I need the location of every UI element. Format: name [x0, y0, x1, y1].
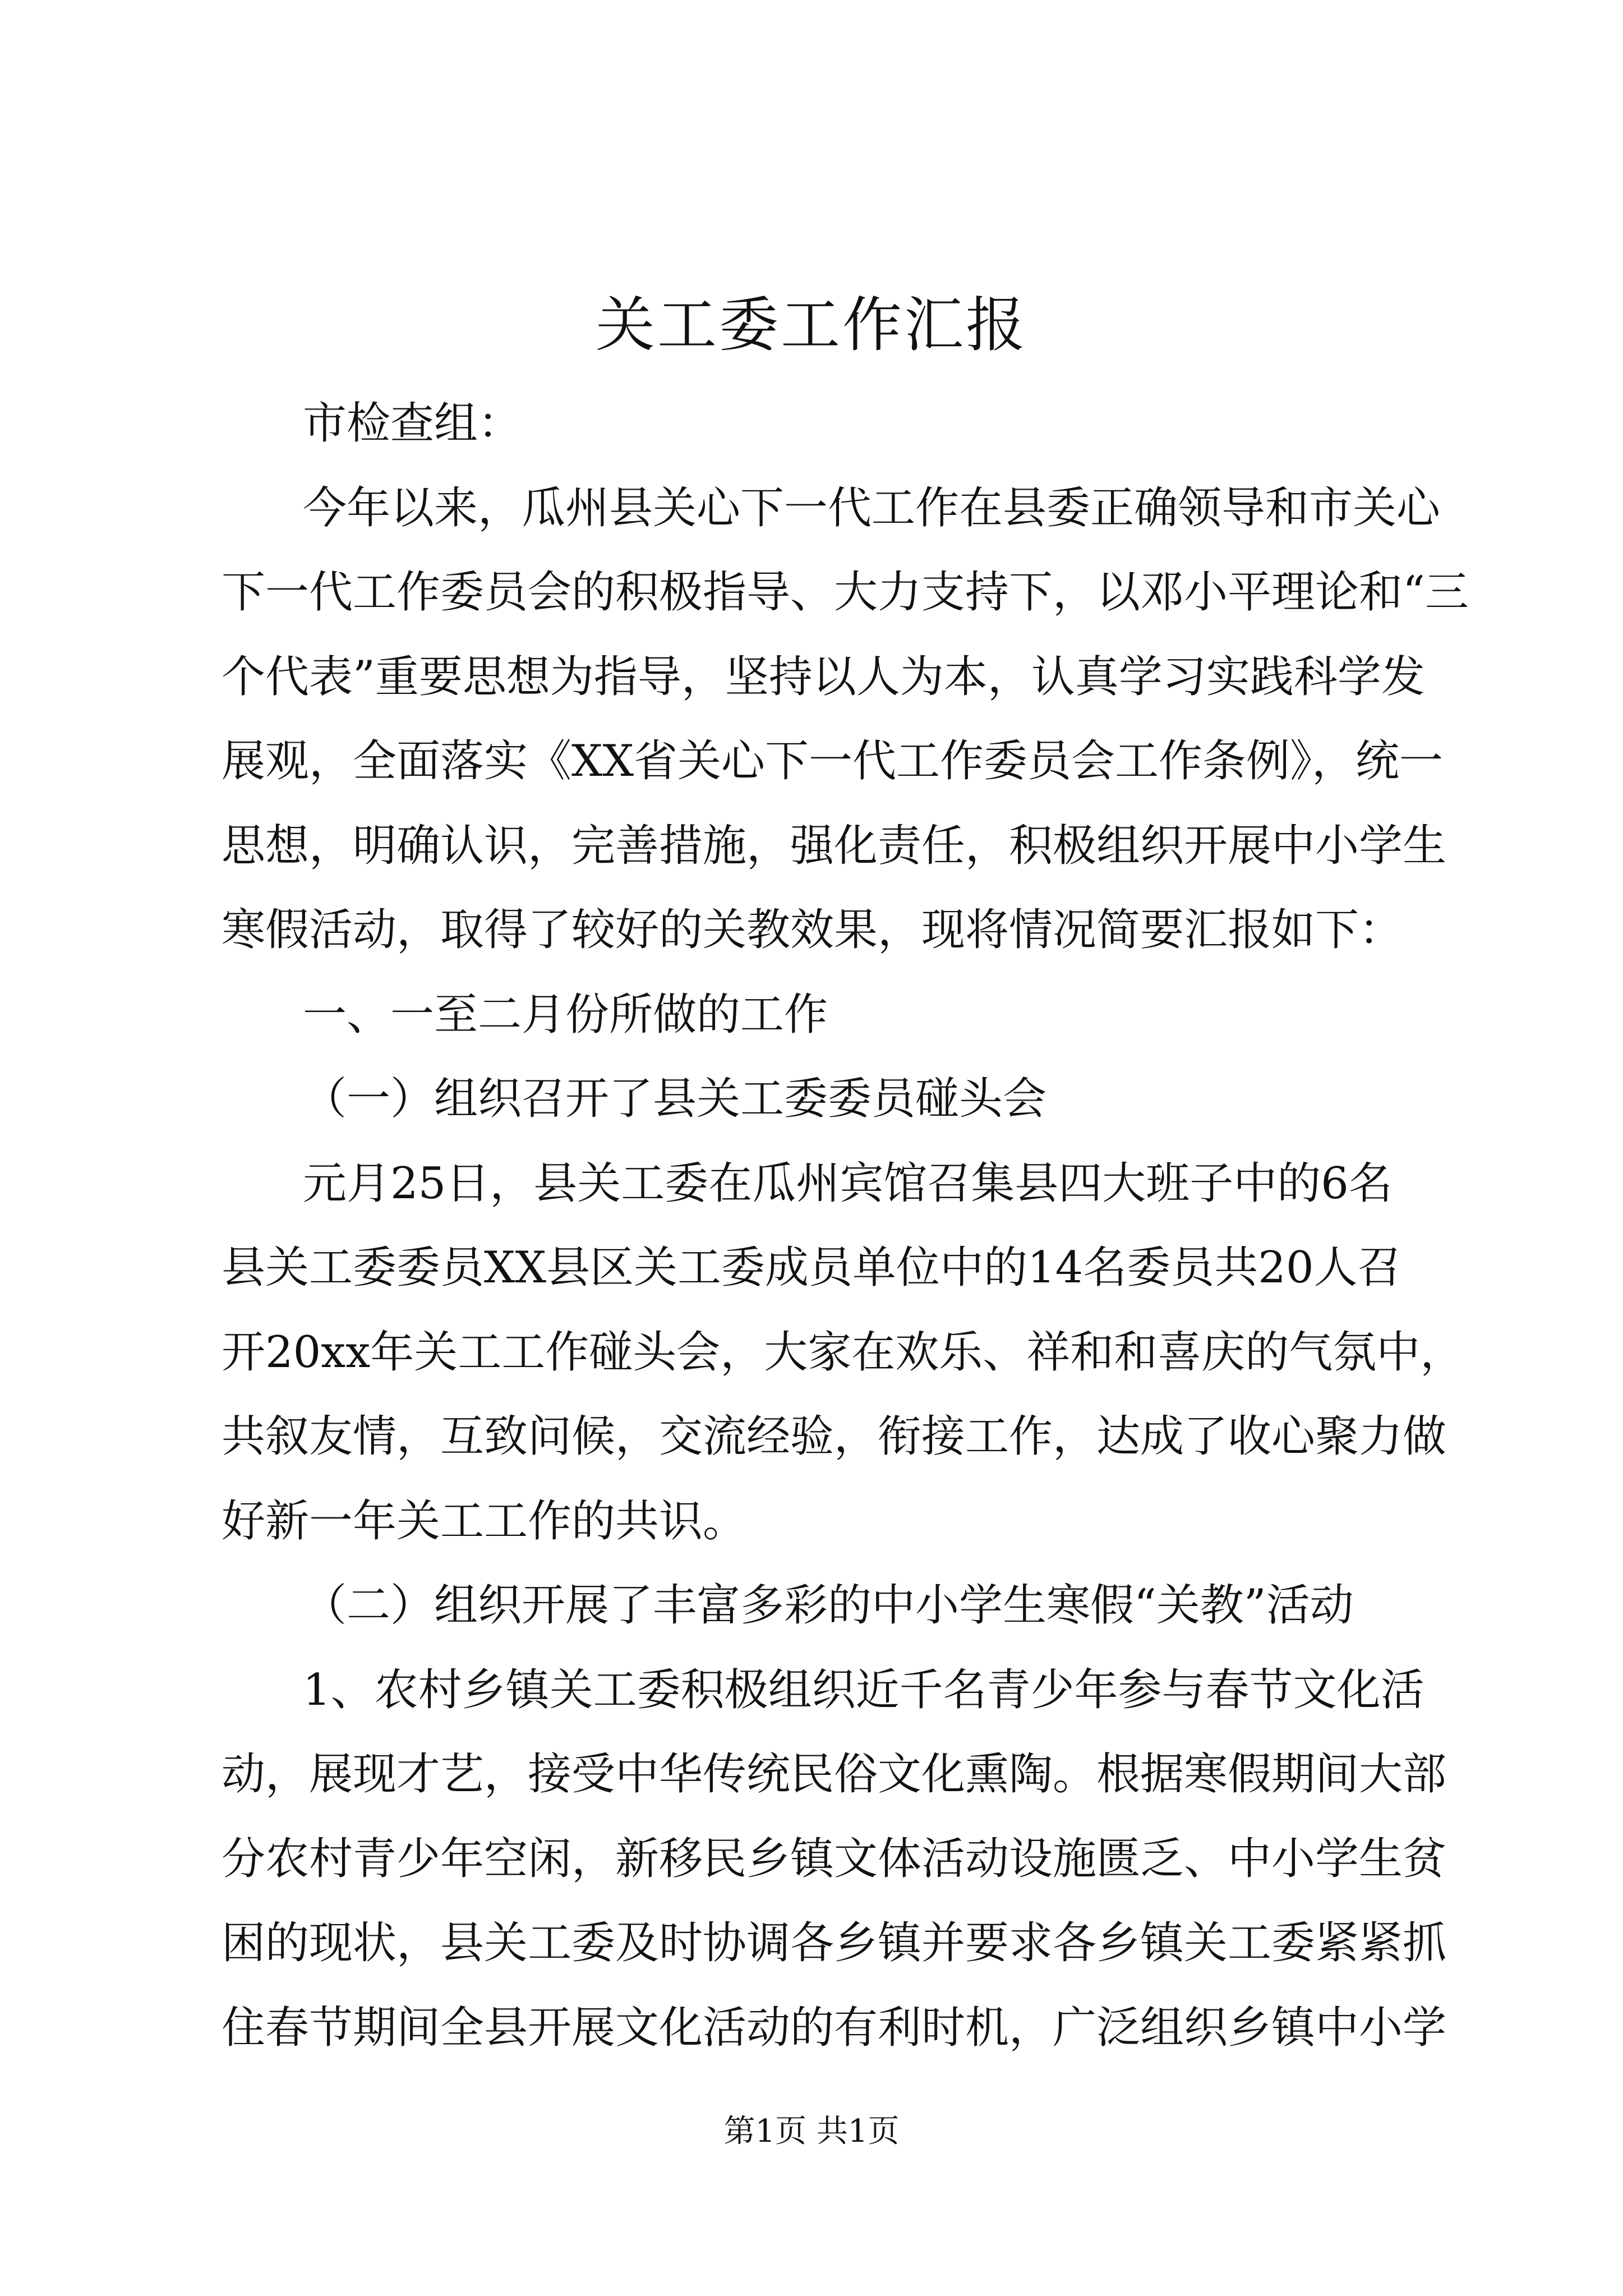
- paragraph-line: 个代表”重要思想为指导，坚持以人为本，认真学习实践科学发: [222, 652, 1425, 702]
- paragraph-line: 元月25日，县关工委在瓜州宾馆召集县四大班子中的6名: [303, 1158, 1393, 1209]
- paragraph-line: 好新一年关工工作的共识。: [222, 1496, 747, 1547]
- subsection-heading: （一）组织召开了县关工委委员碰头会: [303, 1074, 1047, 1124]
- paragraph-line: 1、农村乡镇关工委积极组织近千名青少年参与春节文化活: [303, 1665, 1424, 1715]
- document-title: 关工委工作汇报: [596, 291, 1027, 360]
- paragraph-line: 县关工委委员XX县区关工委成员单位中的14名委员共20人召: [222, 1243, 1401, 1293]
- paragraph-line: 共叙友情，互致问候，交流经验，衔接工作，达成了收心聚力做: [222, 1411, 1447, 1462]
- section-heading: 一、一至二月份所做的工作: [303, 990, 828, 1040]
- paragraph-line: 住春节期间全县开展文化活动的有利时机，广泛组织乡镇中小学: [222, 2003, 1447, 2053]
- paragraph-line: 今年以来，瓜州县关心下一代工作在县委正确领导和市关心: [303, 483, 1441, 533]
- paragraph-line: 下一代工作委员会的积极指导、大力支持下，以邓小平理论和“三: [222, 567, 1469, 618]
- page-footer: 第1页 共1页: [723, 2113, 900, 2150]
- paragraph-line: 寒假活动，取得了较好的关教效果，现将情况简要汇报如下：: [222, 905, 1403, 955]
- paragraph-line: 困的现状，县关工委及时协调各乡镇并要求各乡镇关工委紧紧抓: [222, 1918, 1447, 1968]
- paragraph-line: 展观，全面落实《XX省关心下一代工作委员会工作条例》，统一: [222, 736, 1444, 786]
- paragraph-line: 动，展现才艺，接受中华传统民俗文化熏陶。根据寒假期间大部: [222, 1749, 1447, 1800]
- paragraph-line: 分农村青少年空闲，新移民乡镇文体活动设施匮乏、中小学生贫: [222, 1834, 1447, 1884]
- salutation-line: 市检查组：: [303, 398, 522, 449]
- paragraph-line: 思想，明确认识，完善措施，强化责任，积极组织开展中小学生: [222, 821, 1447, 871]
- subsection-heading: （二）组织开展了丰富多彩的中小学生寒假“关教”活动: [303, 1580, 1354, 1631]
- paragraph-line: 开20xx年关工工作碰头会，大家在欢乐、祥和和喜庆的气氛中，: [222, 1327, 1464, 1378]
